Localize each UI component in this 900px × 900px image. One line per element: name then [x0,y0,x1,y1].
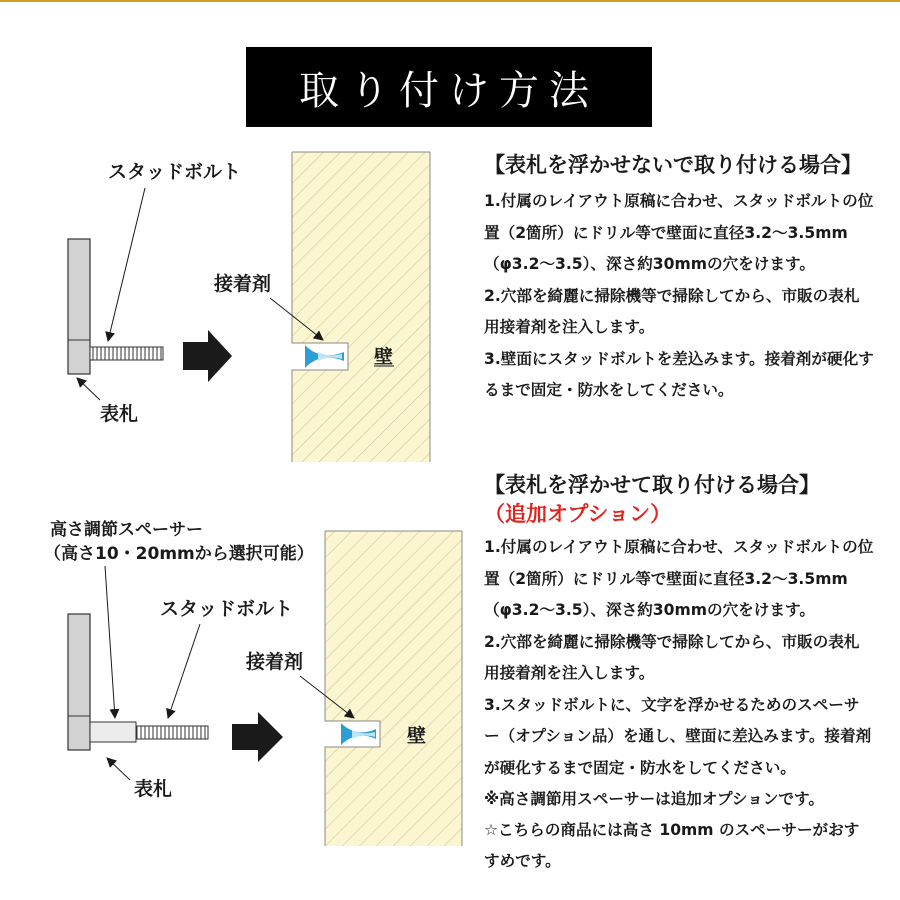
stud-bolt-label-2: スタッドボルト [160,598,294,620]
stud-bolt-pointer [108,188,145,341]
stud-bolt-pointer-2 [168,624,200,718]
name-plate-2 [68,614,90,750]
adhesive [305,345,344,368]
plate-label-2: 表札 [134,778,173,800]
plate-label: 表札 [100,403,139,425]
adhesive-2 [341,723,376,745]
section2-text [484,470,874,877]
adhesive-label-2: 接着剤 [246,651,304,673]
section2-note-2: ☆こちらの商品には高さ 10mm のスペーサーがおすすめです。 [484,821,860,870]
section1-step-2: 2.穴部を綺麗に掃除機等で掃除してから、市販の表札用接着剤を注入します。 [484,286,860,336]
wall-label: 壁 [374,346,394,368]
arrow-right-icon [183,330,232,382]
section1-step-3: 3.壁面にスタッドボルトを差込みます。接着剤が硬化するまで固定・防水をしてください。 [484,349,874,399]
wall-label-2: 壁 [407,725,427,747]
spacer [90,722,136,742]
section1-heading: 【表札を浮かせないで取り付ける場合】 [484,153,862,177]
section1-text [484,150,874,407]
section1-steps [484,186,874,407]
plate-pointer-2 [107,758,130,780]
wall-2 [325,531,462,846]
section2-step-1: 1.付属のレイアウト原稿に合わせ、スタッドボルトの位置（2箇所）にドリル等で壁面に直径3.2〜3.5mm（φ3.2〜3.5）、深さ約30mmの穴をけます。 [484,538,874,619]
section2-note-1: ※高さ調節用スペーサーは追加オプションです。 [484,790,824,808]
spacer-pointer [105,566,115,718]
spacer-sub-label: （高さ10・20mmから選択可能） [44,544,314,564]
section1-step-1: 1.付属のレイアウト原稿に合わせ、スタッドボルトの位置（2箇所）にドリル等で壁面に直径3.2〜3.5mm（φ3.2〜3.5）、深さ約30mmの穴をけます。 [484,192,874,273]
page-title: 取り付け方法 [299,67,599,114]
diagram-flush-mount [68,152,430,462]
stud-bolt [90,347,163,360]
section2-steps [484,532,874,784]
section2-subheading: （追加オプション） [484,502,672,526]
diagram-spacer-mount [44,519,462,846]
name-plate [68,239,90,374]
stud-bolt-label: スタッドボルト [108,161,242,183]
section2-heading: 【表札を浮かせて取り付ける場合】 [484,473,820,497]
plate-pointer [77,378,100,400]
wall [292,152,430,462]
arrow-right-icon [232,712,283,762]
section2-step-3: 3.スタッドボルトに、文字を浮かせるためのスペーサー（オプション品）を通し、壁面に差込みます。接着剤が硬化するまで固定・防水をしてください。 [484,695,872,777]
spacer-label: 高さ調節スペーサー [50,520,203,540]
adhesive-label: 接着剤 [214,273,272,295]
stud-bolt-2 [136,726,208,739]
section2-step-2: 2.穴部を綺麗に掃除機等で掃除してから、市販の表札用接着剤を注入します。 [484,632,860,682]
